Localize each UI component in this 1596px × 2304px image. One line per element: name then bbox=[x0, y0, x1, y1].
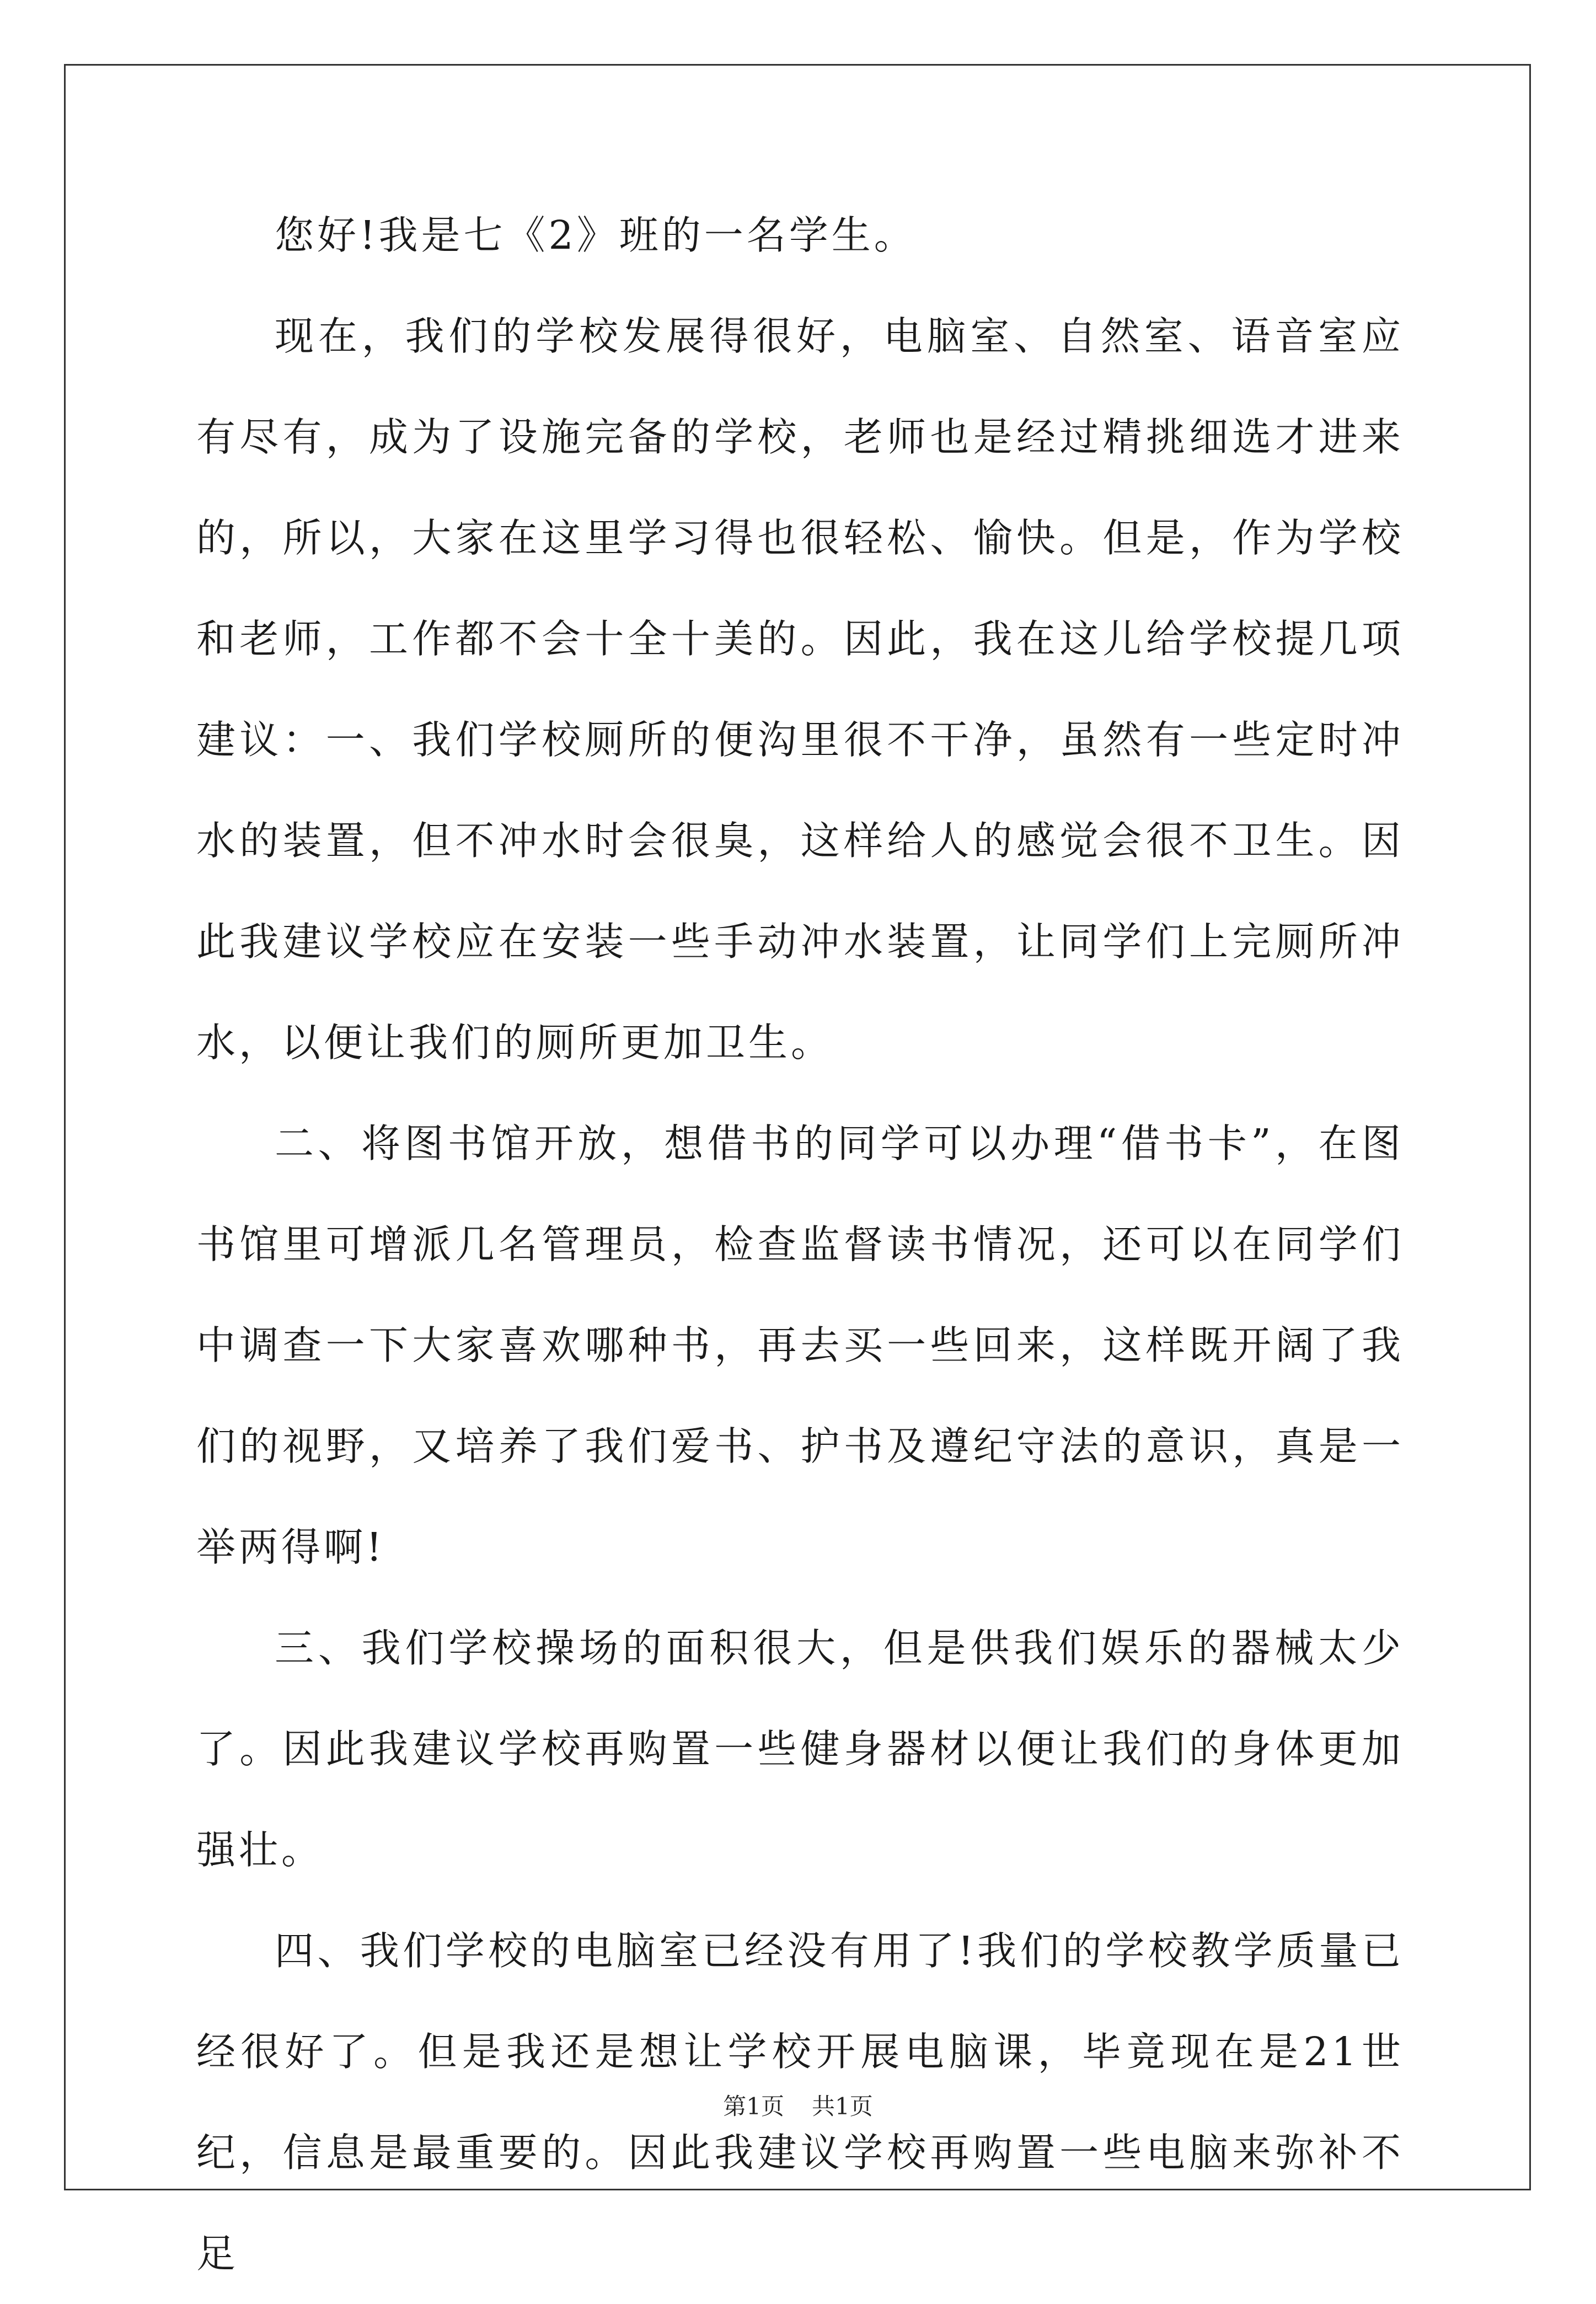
page-number-total: 共1页 bbox=[812, 2093, 873, 2120]
paragraph-suggestion-two: 二、将图书馆开放，想借书的同学可以办理“借书卡”，在图书馆里可增派几名管理员，检查监督读书情况，还可以在同学们中调查一下大家喜欢哪种书，再去买一些回来，这样既开阔了我们的视野，又培养了我们爱书、护书及遵纪守法的意识，真是一举两得啊! bbox=[196, 1121, 1404, 1570]
paragraph-intro-suggestion-one: 现在，我们的学校发展得很好，电脑室、自然室、语音室应有尽有，成为了设施完备的学校，老师也是经过精挑细选才进来的，所以，大家在这里学习得也很轻松、愉快。但是，作为学校和老师，工作都不会十全十美的。因此，我在这儿给学校提几项建议：一、我们学校厕所的便沟里很不干净，虽然有一些定时冲水的装置，但不冲水时会很臭，这样给人的感觉会很不卫生。因此我建议学校应在安装一些手动冲水装置，让同学们上完厕所冲水，以便让我们的厕所更加卫生。 bbox=[196, 313, 1404, 1065]
document-body bbox=[196, 185, 1404, 2304]
paragraph-suggestion-four: 四、我们学校的电脑室已经没有用了!我们的学校教学质量已经很好了。但是我还是想让学校开展电脑课，毕竟现在是21世纪，信息是最重要的。因此我建议学校再购置一些电脑来弥补不足 bbox=[196, 1928, 1404, 2276]
paragraph-suggestion-three: 三、我们学校操场的面积很大，但是供我们娱乐的器械太少了。因此我建议学校再购置一些健身器材以便让我们的身体更加强壮。 bbox=[196, 1625, 1404, 1873]
paragraph-greeting: 您好!我是七《2》班的一名学生。 bbox=[275, 212, 917, 258]
page-number-current: 第1页 bbox=[723, 2093, 784, 2120]
page-footer bbox=[0, 2090, 1596, 2123]
